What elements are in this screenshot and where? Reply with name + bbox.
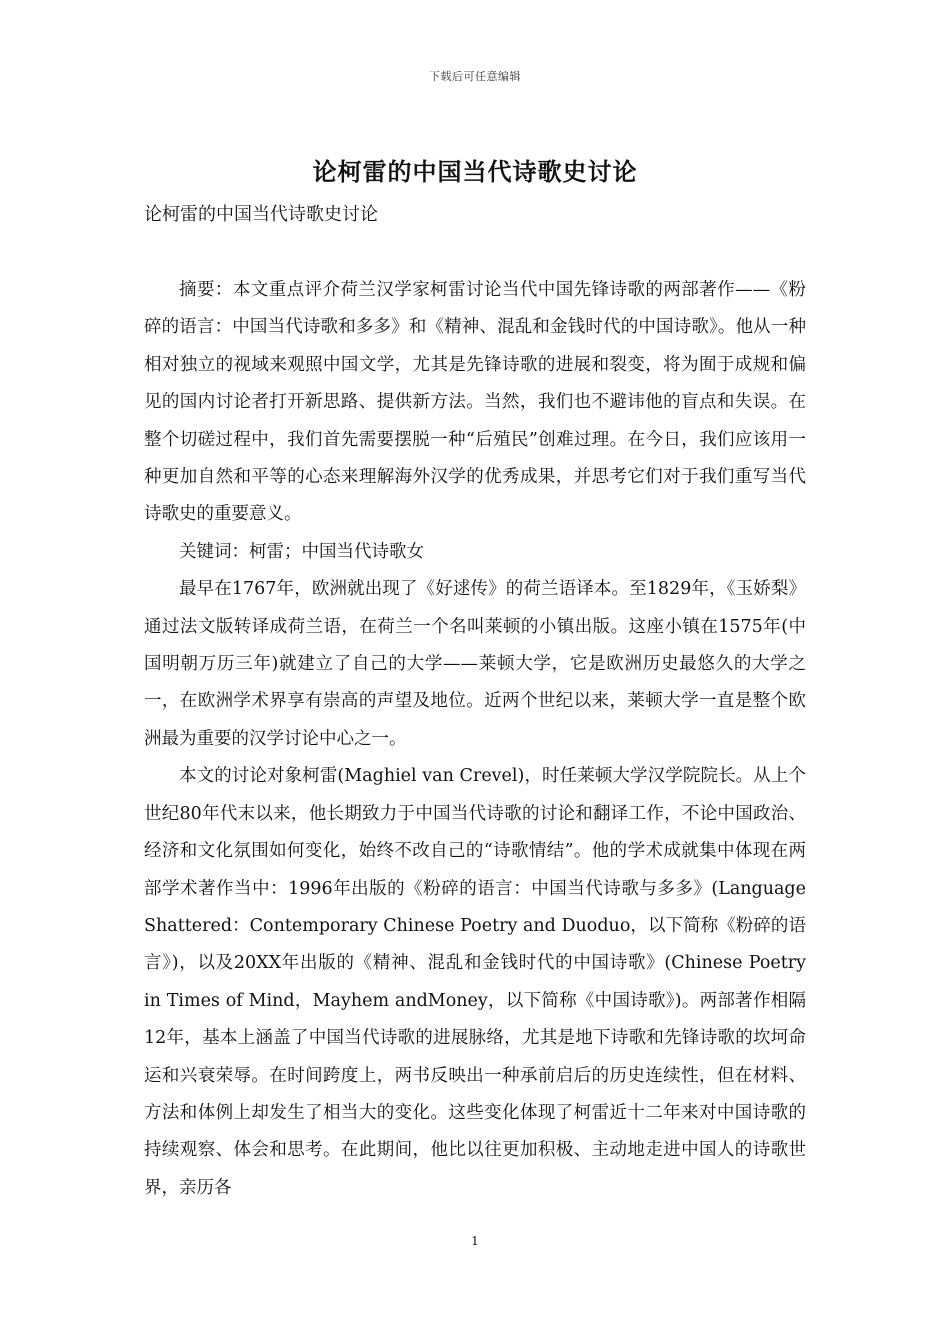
keywords-paragraph: 关键词：柯雷；中国当代诗歌女 [179,541,424,562]
document-subtitle: 论柯雷的中国当代诗歌史讨论 [144,204,378,225]
abstract-paragraph: 摘要：本文重点评介荷兰汉学家柯雷讨论当代中国先锋诗歌的两部著作——《粉碎的语言：中国当代诗歌和多多》和《精神、混乱和金钱时代的中国诗歌》。他从一种相对独立的视域来观照中国文学，尤其是先锋诗歌的进展和裂变，将为囿于成规和偏见的国内讨论者打开新思路、提供新方法。当然，我们也不避讳他的盲点和失误。在整个切磋过程中，我们首先需要摆脱一种“后殖民”创难过理。在今日，我们应该用一种更加自然和平等的心态来理解海外汉学的优秀成果，并思考它们对于我们重写当代诗歌史的重要意义。 [144,280,806,525]
document-body [144,272,806,1207]
page-header: 下载后可任意编辑 [429,70,521,83]
body-paragraph: 本文的讨论对象柯雷(Maghiel van Crevel)，时任莱顿大学汉学院院长。从上个世纪80年代末以来，他长期致力于中国当代诗歌的讨论和翻译工作，不论中国政治、经济和文化氛围如何变化，始终不改自己的“诗歌情结”。他的学术成就集中体现在两部学术著作当中：1996年出版的《粉碎的语言：中国当代诗歌与多多》(Language Shattered：Contemporary Chinese Poetry and Duoduo，以下简称《粉碎的语言》)，以及20XX年出版的《精神、混乱和金钱时代的中国诗歌》(Chinese Poetry in Times of Mind，Mayhem andMoney，以下简称《中国诗歌》)。两部著作相隔12年，基本上涵盖了中国当代诗歌的进展脉络，尤其是地下诗歌和先锋诗歌的坎坷命运和兴衰荣辱。在时间跨度上，两书反映出一种承前启后的历史连续性，但在材料、方法和体例上却发生了相当大的变化。这些变化体现了柯雷近十二年来对中国诗歌的持续观察、体会和思考。在此期间，他比以往更加积极、主动地走进中国人的诗歌世界，亲历各 [144,766,806,1198]
body-paragraph: 最早在1767年，欧洲就出现了《好逑传》的荷兰语译本。至1829年，《玉娇梨》通过法文版转译成荷兰语，在荷兰一个名叫莱顿的小镇出版。这座小镇在1575年(中国明朝万历三年)就建立了自己的大学——莱顿大学，它是欧洲历史最悠久的大学之一，在欧洲学术界享有崇高的声望及地位。近两个世纪以来，莱顿大学一直是整个欧洲最为重要的汉学讨论中心之一。 [144,579,806,749]
page-number: 1 [471,1234,479,1248]
document-title: 论柯雷的中国当代诗歌史讨论 [312,157,638,186]
